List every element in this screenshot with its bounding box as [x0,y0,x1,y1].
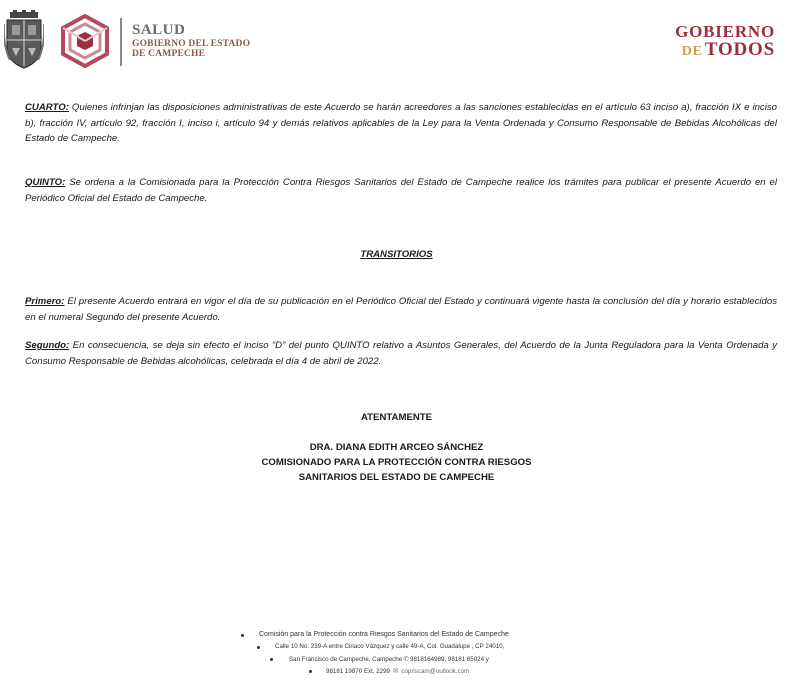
phone-icon: ✆ [403,656,410,663]
salud-title: SALUD [132,22,186,38]
paragraph-segundo [25,338,777,369]
transitorios-heading: TRANSITORIOS [360,249,433,260]
gobierno-logo-todos: TODOS [704,39,775,60]
footer-bullet [257,646,260,649]
quinto-text: Se ordena a la Comisionada para la Protección Contra Riesgos Sanitarios del Estado de Campeche realice los trámites para publicar el presente Acuerdo en el Periódico Oficial del Estado de Campeche. [25,177,777,204]
segundo-text: En consecuencia, se deja sin efecto el inciso “D” del punto QUINTO relativo a Asuntos Generales, del Acuerdo de la Junta Reguladora para la Venta Ordenada y Consumo Responsable de Bebidas alcohólicas, celebrada el día 4 de abril de 2022. [25,340,777,367]
signature-closing: ATENTAMENTE [360,412,433,423]
segundo-label: Segundo: [25,340,70,351]
signatory-position-line1: COMISIONADO PARA LA PROTECCIÓN CONTRA RIESGOS [261,457,532,468]
gobierno-logo-line2 [682,39,775,61]
primero-text: El presente Acuerdo entrará en vigor el día de su publicación en el Periódico Oficial del Estado y continuará vigente hasta la conclusión del día y horario establecidos en el numeral Segundo del presente Acuerdo. [25,296,777,323]
footer-line3 [289,655,489,663]
paragraph-primero [25,294,777,325]
footer-line4 [326,667,469,675]
signatory-position-line2: SANITARIOS DEL ESTADO DE CAMPECHE [298,472,495,483]
footer-bullet [241,634,244,637]
footer-bullet [270,658,273,661]
footer-phones: 9818164989, 98181 65024 y [410,656,489,663]
signatory-name: DRA. DIANA EDITH ARCEO SÁNCHEZ [309,442,484,453]
paragraph-quinto [25,175,777,206]
primero-label: Primero: [25,296,65,307]
state-seal-icon [4,10,44,70]
gobierno-logo-line1: GOBIERNO [675,22,775,41]
footer-phone-ext: 98181 19870 Ext. 2299 [326,668,390,675]
cuarto-label: CUARTO: [25,102,69,113]
quinto-label: QUINTO: [25,177,66,188]
footer-line1: Comisión para la Protección contra Riesgos Sanitarios del Estado de Campeche [259,631,509,638]
paragraph-cuarto [25,100,777,147]
footer-email: copriscam@outlook.com [401,668,470,675]
email-icon: ✉ [392,668,399,675]
footer-bullet [309,670,312,673]
salud-subtitle-line2: DE CAMPECHE [132,49,206,59]
gobierno-logo-de: DE [681,44,703,59]
header-divider [120,18,122,66]
cuarto-text: Quienes infrinjan las disposiciones administrativas de este Acuerdo se harán acreedores a las sanciones establecidas en el artículo 63 inciso a), fracción IX e inciso b), fracción IV, artículo 92, fracción I, inciso i, artículo 94 y demás relativos aplicables de la Ley para la Venta Ordenada y Consumo Responsable de Bebidas Alcohólicas del Estado de Campeche. [25,102,777,144]
page-header [0,0,793,80]
salud-logo-icon [58,14,112,68]
salud-subtitle-line1: GOBIERNO DEL ESTADO [132,39,251,49]
footer-city: San Francisco de Campeche, Campeche [289,656,403,663]
footer-line2: Calle 10 No. 239-A entre Ciriaco Vázquez y calle 49-A, Col. Guadalupe , CP 24010, [275,643,505,650]
